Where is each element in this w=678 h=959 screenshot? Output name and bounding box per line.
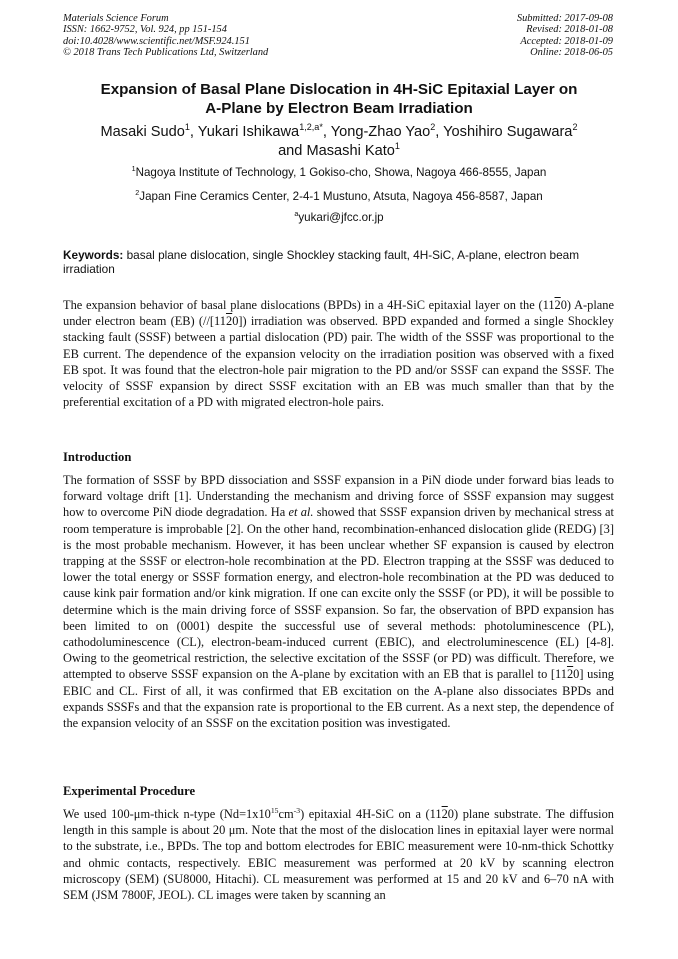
keywords-text: basal plane dislocation, single Shockley stacking fault, 4H-SiC, A-plane, electron beam irradiation (63, 248, 580, 276)
journal-info (63, 13, 268, 58)
body-text: 0] using EBIC and CL. First of all, it was confirmed that EB excitation on the A-plane also dissociates BPDs and expands SSSFs and that the expansion rate is proportional to the EB current. As a next step, the dependence of the expansion velocity of an SSSF on the excitation position was investigated. (63, 667, 614, 731)
miller-index-bar: 2 (554, 298, 561, 312)
body-text: cm (278, 807, 294, 821)
affiliation-text: Nagoya Institute of Technology, 1 Gokiso-cho, Showa, Nagoya 466-8555, Japan (135, 166, 547, 179)
online-date: Online: 2018-06-05 (530, 46, 613, 58)
title-line-2: A-Plane by Electron Beam Irradiation (205, 100, 473, 117)
issn: ISSN: 1662-9752, Vol. 924, pp 151-154 (63, 24, 227, 36)
miller-index-bar: 2 (441, 807, 448, 821)
author-affiliation-mark: 2 (430, 122, 436, 133)
email-address[interactable]: yukari@jfcc.or.jp (298, 211, 384, 224)
experimental-heading: Experimental Procedure (63, 784, 196, 798)
author-affiliation-mark: 1 (184, 122, 190, 133)
author-affiliation-mark: 2 (572, 122, 578, 133)
author-name: Masaki Sudo (100, 124, 185, 140)
submitted-date: Submitted: 2017-09-08 (516, 13, 613, 24)
body-text: The formation of SSSF by BPD dissociation and SSSF expansion in a PiN diode under forward bias leads to forward voltage drift [1]. Understanding the mechanism and driving force of SSSF expansion may suggest how to overcome PiN diode degradation. Ha (63, 473, 614, 520)
body-text: We used 100-μm-thick n-type (Nd=1x10 (63, 807, 271, 821)
author-affiliation-mark (299, 122, 323, 132)
miller-index-bar: 2 (225, 314, 233, 329)
keywords-label: Keywords: (63, 248, 124, 262)
body-text: showed that SSSF expansion driven by mechanical stress at room temperature is improbable [2]. On the other hand, recombination-enhanced dislocation glide (REDG) [3] is the most probable mechanism. However, it has been unclear whether SF expansion is caused by electron trapping at the SSSF or electron-hole recombination at the PD. Electron trapping at the SSSF was deduced to lower the total energy or SSSF formation energy, and electron-hole recombination at the PD was deduced to cause kink pair formation and/or kink migration. If one can excite only the SSSF (or PD), it will be possible to determine which is the main driving force of SSSF expansion. So far, the observation of BPD expansion has been limited to on (0001) despite the successful use of several methods: photoluminescence (PL), cathodoluminescence (CL), electron-beam-induced current (EBIC), and electroluminescence (EL) [4-8]. Owing to the geometrical restriction, the selective excitation of the SSSF (or PD) was difficult. Therefore, we attempted to observe SSSF expansion on the A-plane by excitation with an EB that is parallel to [11 (63, 505, 615, 682)
contact-email (40, 211, 638, 225)
experimental-body (63, 806, 614, 903)
author-name: Yukari Ishikawa (197, 124, 300, 140)
author-list (40, 123, 638, 161)
author-separator: , (322, 124, 331, 140)
affiliation-text: Japan Fine Ceramics Center, 2-4-1 Mustuno, Atsuta, Nagoya 456-8587, Japan (139, 190, 543, 203)
introduction-body (63, 472, 614, 731)
paper-title (40, 80, 638, 118)
author-affiliation-mark: 1 (394, 141, 400, 152)
affiliation-mark: 1 (131, 164, 136, 174)
abstract-text: 0]) irradiation was observed. BPD expanded and formed a single Shockley stacking fault (SSSF) between a partial dislocation (PD) pair. The width of the SSSF was proportional to the EB current. The dependence of the expansion velocity on the irradiation position was observed with a fixed EB spot. It was found that the electron-hole pair migration to the PD and/or SSSF can expand the SSSF. The velocity of SSSF expansion by direct SSSF excitation with an EB was much smaller than that by the preferential excitation of a PD with migrated electron-hole pairs. (63, 314, 614, 410)
affiliation-mark: 2 (135, 188, 140, 198)
author-name: Yoshihiro Sugawara (443, 124, 573, 140)
exponent: 15 (270, 805, 279, 815)
abstract-text: The expansion behavior of basal plane dislocations (BPDs) in a 4H-SiC epitaxial layer on the (11 (63, 298, 555, 312)
introduction-heading: Introduction (63, 450, 132, 464)
affiliation-numbers: 1,2,a (299, 122, 320, 133)
author-conjunction: and (278, 143, 307, 159)
exponent: -3 (293, 805, 301, 815)
publication-dates (517, 13, 613, 58)
body-text: ) epitaxial 4H-SiC on a (11 (300, 807, 442, 821)
copyright: © 2018 Trans Tech Publications Ltd, Switzerland (63, 46, 269, 58)
affiliation-2 (40, 190, 638, 204)
author-name: Masashi Kato (306, 143, 395, 159)
keywords (63, 248, 615, 276)
abstract-text: 0) A-plane under electron beam (EB) (//[11 (63, 298, 614, 329)
author-name: Yong-Zhao Yao (330, 124, 431, 140)
revised-date: Revised: 2018-01-08 (526, 24, 613, 36)
journal-name: Materials Science Forum (63, 13, 169, 24)
accepted-date: Accepted: 2018-01-09 (520, 35, 613, 47)
abstract (63, 297, 614, 410)
body-text: 0) plane substrate. The diffusion length in this sample is about 20 μm. Note that the most of the dislocation lines in epitaxial layer were normal to the substrate, i.e., BPDs. The top and bottom electrodes for EBIC measurement were 10-nm-thick Schottky and ohmic contacts, respectively. EBIC measurement was performed at 20 kV by scanning electron microscopy (SEM) (SU8000, Hitachi). CL measurement was performed at 15 and 20 kV and 6–70 nA with SEM (JSM 7800F, JEOL). CL images were taken by scanning an (63, 807, 614, 903)
miller-index-bar: 2 (566, 667, 574, 682)
email-mark: a (294, 209, 299, 219)
doi: doi:10.4028/www.scientific.net/MSF.924.151 (63, 35, 250, 47)
corresponding-author-mark: * (319, 122, 323, 133)
affiliation-1 (40, 166, 638, 180)
italic-text: et al. (288, 505, 314, 520)
author-separator: , (189, 124, 198, 140)
title-line-1: Expansion of Basal Plane Dislocation in 4H-SiC Epitaxial Layer on (100, 81, 578, 98)
author-separator: , (435, 124, 444, 140)
